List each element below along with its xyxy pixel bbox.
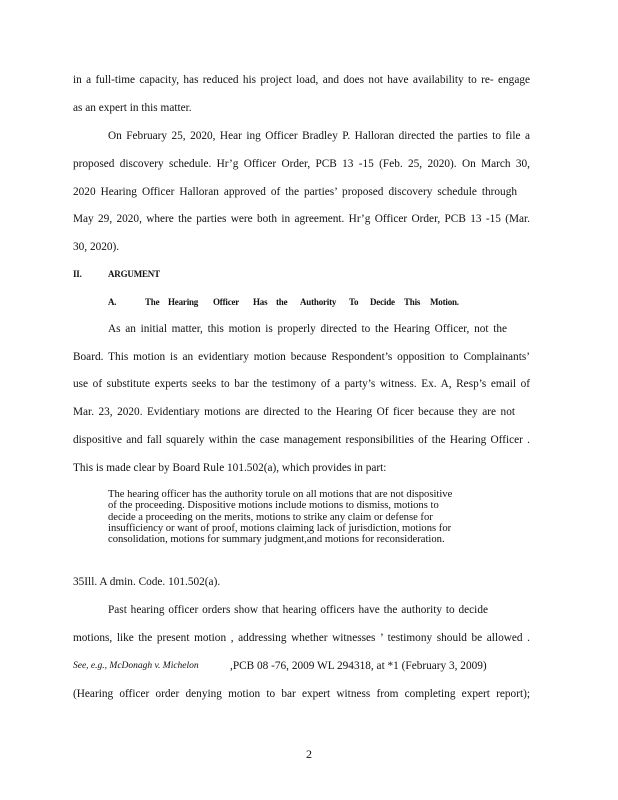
page-number: 2 <box>306 747 312 761</box>
subheading-word: The <box>145 297 160 307</box>
body-line: ,PCB 08 -76, 2009 WL 294318, at *1 (February 3, 2009) <box>230 660 487 672</box>
citation-line: 35Ill. A dmin. Code. 101.502(a). <box>73 576 221 588</box>
section-number: II. <box>73 269 82 279</box>
quote-line: The hearing officer has the authority torule on all motions that are not dispositive <box>108 489 453 500</box>
subheading-word: To <box>349 297 359 307</box>
body-line: On February 25, 2020, Hear ing Officer Bradley P. Halloran directed the parties to file a <box>108 130 530 142</box>
subheading-word: the <box>276 297 288 307</box>
body-line: use of substitute experts seeks to bar the testimony of a party’s witness. Ex. A, Resp’s email of <box>73 378 530 390</box>
subheading-word: Decide <box>370 297 395 307</box>
body-line: Board. This motion is an evidentiary motion because Respondent’s opposition to Complainants’ <box>73 351 530 363</box>
subheading-word: Officer <box>213 297 240 307</box>
quote-line: decide a proceeding on the merits, motions to strike any claim or defense for <box>108 512 433 523</box>
subsection-letter: A. <box>108 297 117 307</box>
body-line: This is made clear by Board Rule 101.502(a), which provides in part: <box>73 462 387 474</box>
case-citation-name: See, e.g., McDonagh v. Michelon <box>73 661 199 671</box>
subheading-word: This <box>404 297 421 307</box>
body-line: dispositive and fall squarely within the case management responsibilities of the Hearing Officer . <box>73 434 530 446</box>
subheading-word: Has <box>253 297 268 307</box>
body-line: motions, like the present motion , addressing whether witnesses ’ testimony should be allowed . <box>73 632 530 644</box>
body-line: 30, 2020). <box>73 241 120 253</box>
body-line: in a full-time capacity, has reduced his project load, and does not have availability to re- engage <box>73 74 530 86</box>
body-line: as an expert in this matter. <box>73 102 192 114</box>
quote-line: insufficiency or want of proof, motions claiming lack of jurisdiction, motions for <box>108 523 452 534</box>
body-line: Mar. 23, 2020. Evidentiary motions are directed to the Hearing Of ficer because they are not <box>73 406 515 418</box>
section-heading: ARGUMENT <box>108 269 160 279</box>
body-line: Past hearing officer orders show that hearing officers have the authority to decide <box>108 604 488 616</box>
quote-line: consolidation, motions for summary judgment,and motions for reconsideration. <box>108 534 445 545</box>
subheading-word: Authority <box>300 297 337 307</box>
body-line: As an initial matter, this motion is properly directed to the Hearing Officer, not the <box>108 323 507 335</box>
subheading-word: Motion. <box>430 297 459 307</box>
subheading-word: Hearing <box>168 297 199 307</box>
body-line: May 29, 2020, where the parties were both in agreement. Hr’g Officer Order, PCB 13 -15 (Mar. <box>73 213 530 225</box>
body-line: proposed discovery schedule. Hr’g Officer Order, PCB 13 -15 (Feb. 25, 2020). On March 30, <box>73 158 530 170</box>
body-line: (Hearing officer order denying motion to bar expert witness from completing expert report); <box>73 688 530 700</box>
quote-line: of the proceeding. Dispositive motions include motions to dismiss, motions to <box>108 500 439 511</box>
body-line: 2020 Hearing Officer Halloran approved of the parties’ proposed discovery schedule through <box>73 186 517 198</box>
